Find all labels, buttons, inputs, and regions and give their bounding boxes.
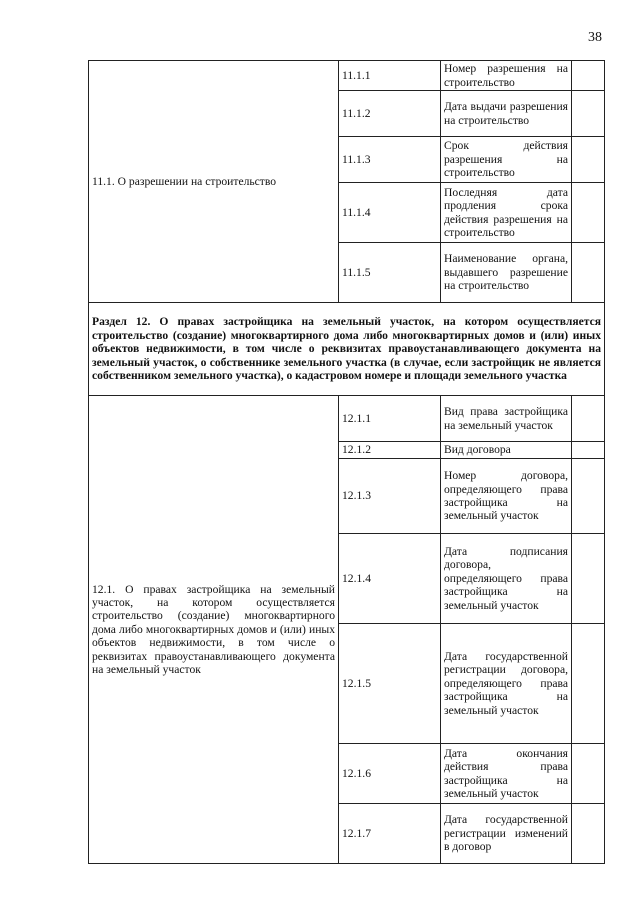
row-code: 11.1.5 xyxy=(339,243,441,303)
table-row xyxy=(89,61,605,91)
row-code: 12.1.1 xyxy=(339,396,441,442)
row-description: Вид права застройщика на земельный участок xyxy=(441,396,572,442)
row-value-cell xyxy=(572,91,605,137)
row-code: 12.1.5 xyxy=(339,624,441,744)
row-description: Дата государственной регистрации изменений в договор xyxy=(441,804,572,864)
row-value-cell xyxy=(572,744,605,804)
row-description: Дата окончания действия права застройщика на земельный участок xyxy=(441,744,572,804)
row-description: Дата подписания договора, определяющего права застройщика на земельный участок xyxy=(441,534,572,624)
row-value-cell xyxy=(572,442,605,459)
page-number: 38 xyxy=(588,30,602,45)
row-code: 12.1.6 xyxy=(339,744,441,804)
row-value-cell xyxy=(572,183,605,243)
table-row xyxy=(89,396,605,442)
block-11-label: 11.1. О разрешении на строительство xyxy=(89,61,339,303)
row-code: 11.1.1 xyxy=(339,61,441,91)
table-row xyxy=(89,303,605,396)
row-code: 12.1.3 xyxy=(339,459,441,534)
row-description: Наименование органа, выдавшего разрешение на строительство xyxy=(441,243,572,303)
row-code: 11.1.3 xyxy=(339,137,441,183)
row-code: 11.1.4 xyxy=(339,183,441,243)
row-value-cell xyxy=(572,61,605,91)
row-description: Дата государственной регистрации договора, определяющего права застройщика на земельный участок xyxy=(441,624,572,744)
row-value-cell xyxy=(572,137,605,183)
row-value-cell xyxy=(572,396,605,442)
row-value-cell xyxy=(572,459,605,534)
row-value-cell xyxy=(572,624,605,744)
row-value-cell xyxy=(572,243,605,303)
row-description: Срок действия разрешения на строительство xyxy=(441,137,572,183)
block-12-label: 12.1. О правах застройщика на земельный участок, на котором осуществляется строительство (создание) многоквартирного дома либо многоквартирных домов и (или) иных объектов недвижимости, в том числе о реквизитах правоустанавливающего документа на земельный участок xyxy=(89,396,339,864)
row-code: 12.1.4 xyxy=(339,534,441,624)
disclosure-table xyxy=(88,60,605,864)
row-code: 12.1.7 xyxy=(339,804,441,864)
row-value-cell xyxy=(572,804,605,864)
row-code: 11.1.2 xyxy=(339,91,441,137)
row-description: Дата выдачи разрешения на строительство xyxy=(441,91,572,137)
row-description: Последняя дата продления срока действия разрешения на строительство xyxy=(441,183,572,243)
row-description: Вид договора xyxy=(441,442,572,459)
row-value-cell xyxy=(572,534,605,624)
section-12-heading: Раздел 12. О правах застройщика на земельный участок, на котором осуществляется строительство (создание) многоквартирного дома либо многоквартирных домов и (или) иных объектов недвижимости, в том числе о реквизитах правоустанавливающего документа на земельный участок, о собственнике земельного участка (в случае, если застройщик не является собственником земельного участка), о кадастровом номере и площади земельного участка xyxy=(89,303,605,396)
row-description: Номер договора, определяющего права застройщика на земельный участок xyxy=(441,459,572,534)
row-description: Номер разрешения на строительство xyxy=(441,61,572,91)
row-code: 12.1.2 xyxy=(339,442,441,459)
